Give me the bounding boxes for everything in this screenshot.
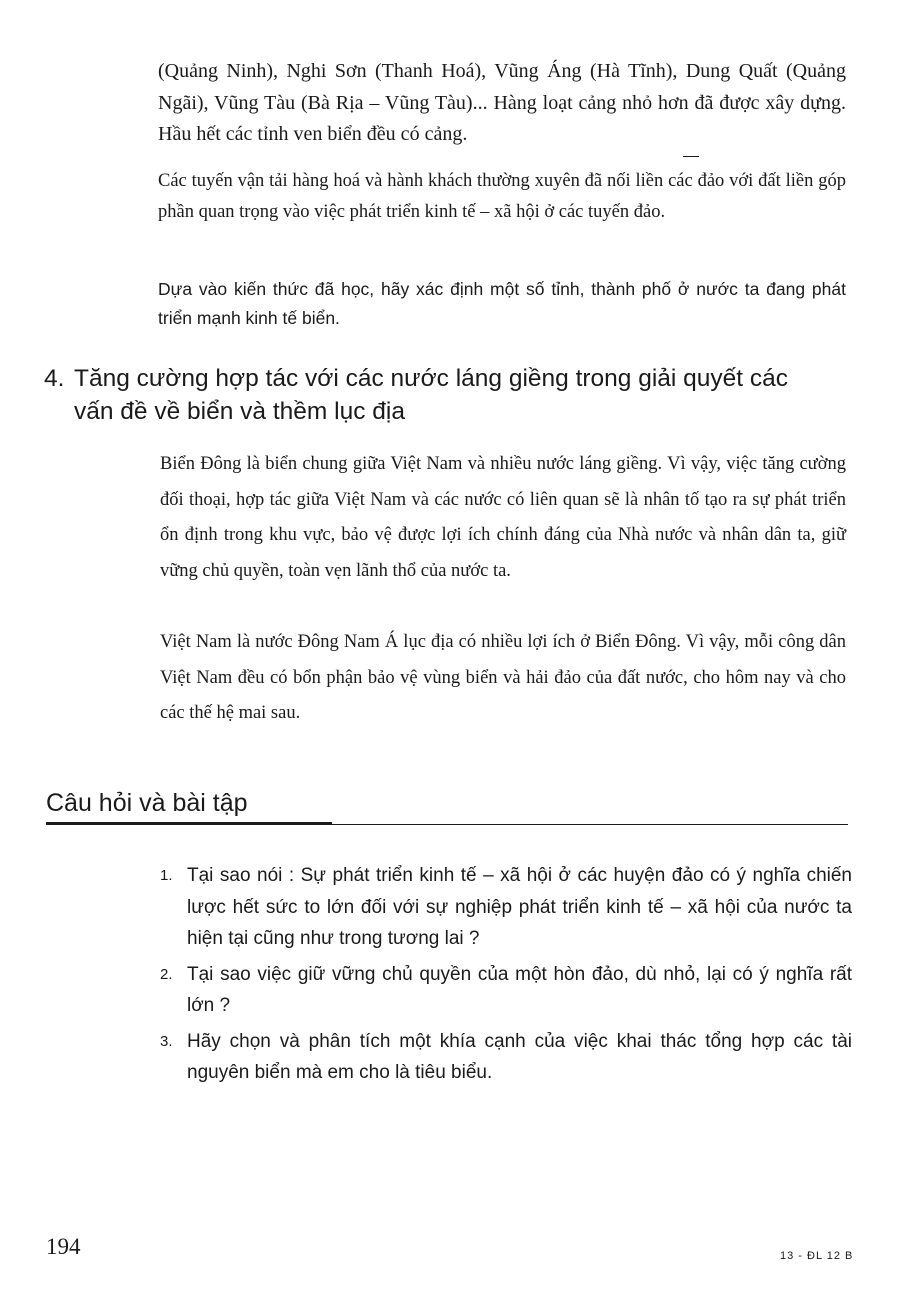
question-text: Tại sao nói : Sự phát triển kinh tế – xã hội ở các huyện đảo có ý nghĩa chiến lược hết sức to lớn đối với sự nghiệp phát triển kinh tế – xã hội của nước ta hiện tại cũng như trong tương lai ? [187, 865, 852, 949]
question-list [160, 860, 852, 1093]
questions-heading: Câu hỏi và bài tập [46, 789, 248, 817]
question-text: Tại sao việc giữ vững chủ quyền của một hòn đảo, dù nhỏ, lại có ý nghĩa rất lớn ? [187, 963, 852, 1016]
question-number: 3. [160, 1032, 173, 1050]
section-title-line1: Tăng cường hợp tác với các nước láng giềng trong giải quyết các [74, 365, 789, 392]
body-paragraph-ports: (Quảng Ninh), Nghi Sơn (Thanh Hoá), Vũng Áng (Hà Tĩnh), Dung Quất (Quảng Ngãi), Vũng Tàu (Bà Rịa – Vũng Tàu)... Hàng loạt cảng nhỏ hơn đã được xây dựng. Hầu hết các tỉnh ven biển đều có cảng. [158, 60, 846, 145]
question-text: Hãy chọn và phân tích một khía cạnh của việc khai thác tổng hợp các tài nguyên biển mà em cho là tiêu biểu. [187, 1030, 852, 1083]
question-number: 2. [160, 965, 173, 983]
section-heading [44, 362, 854, 428]
stray-mark [683, 156, 699, 157]
print-code: 13 - ĐL 12 B [780, 1250, 854, 1262]
body-paragraph-transport: Các tuyến vận tải hàng hoá và hành khách thường xuyên đã nối liền các đảo với đất liền góp phần quan trọng vào việc phát triển kinh tế – xã hội ở các tuyến đảo. [158, 171, 846, 222]
question-item [160, 860, 852, 955]
question-item [160, 959, 852, 1022]
section-paragraph-duty: Việt Nam là nước Đông Nam Á lục địa có nhiều lợi ích ở Biển Đông. Vì vậy, mỗi công dân Việt Nam đều có bổn phận bảo vệ vùng biển và hải đảo của đất nước, cho hôm nay và cho các thế hệ mai sau. [160, 632, 846, 723]
section-paragraph-cooperation: Biển Đông là biển chung giữa Việt Nam và nhiều nước láng giềng. Vì vậy, việc tăng cường đối thoại, hợp tác giữa Việt Nam và các nước có liên quan sẽ là nhân tố tạo ra sự phát triển ổn định trong khu vực, bảo vệ được lợi ích chính đáng của Nhà nước và nhân dân ta, giữ vững chủ quyền, toàn vẹn lãnh thổ của nước ta. [160, 454, 846, 581]
section-number: 4. [44, 365, 65, 392]
exercise-prompt: Dựa vào kiến thức đã học, hãy xác định một số tỉnh, thành phố ở nước ta đang phát triển mạnh kinh tế biển. [158, 279, 846, 328]
question-item [160, 1026, 852, 1089]
section-title-line2: vấn đề về biển và thềm lục địa [74, 398, 405, 425]
page-number: 194 [46, 1234, 81, 1259]
heading-rule [46, 824, 848, 825]
question-number: 1. [160, 867, 173, 884]
